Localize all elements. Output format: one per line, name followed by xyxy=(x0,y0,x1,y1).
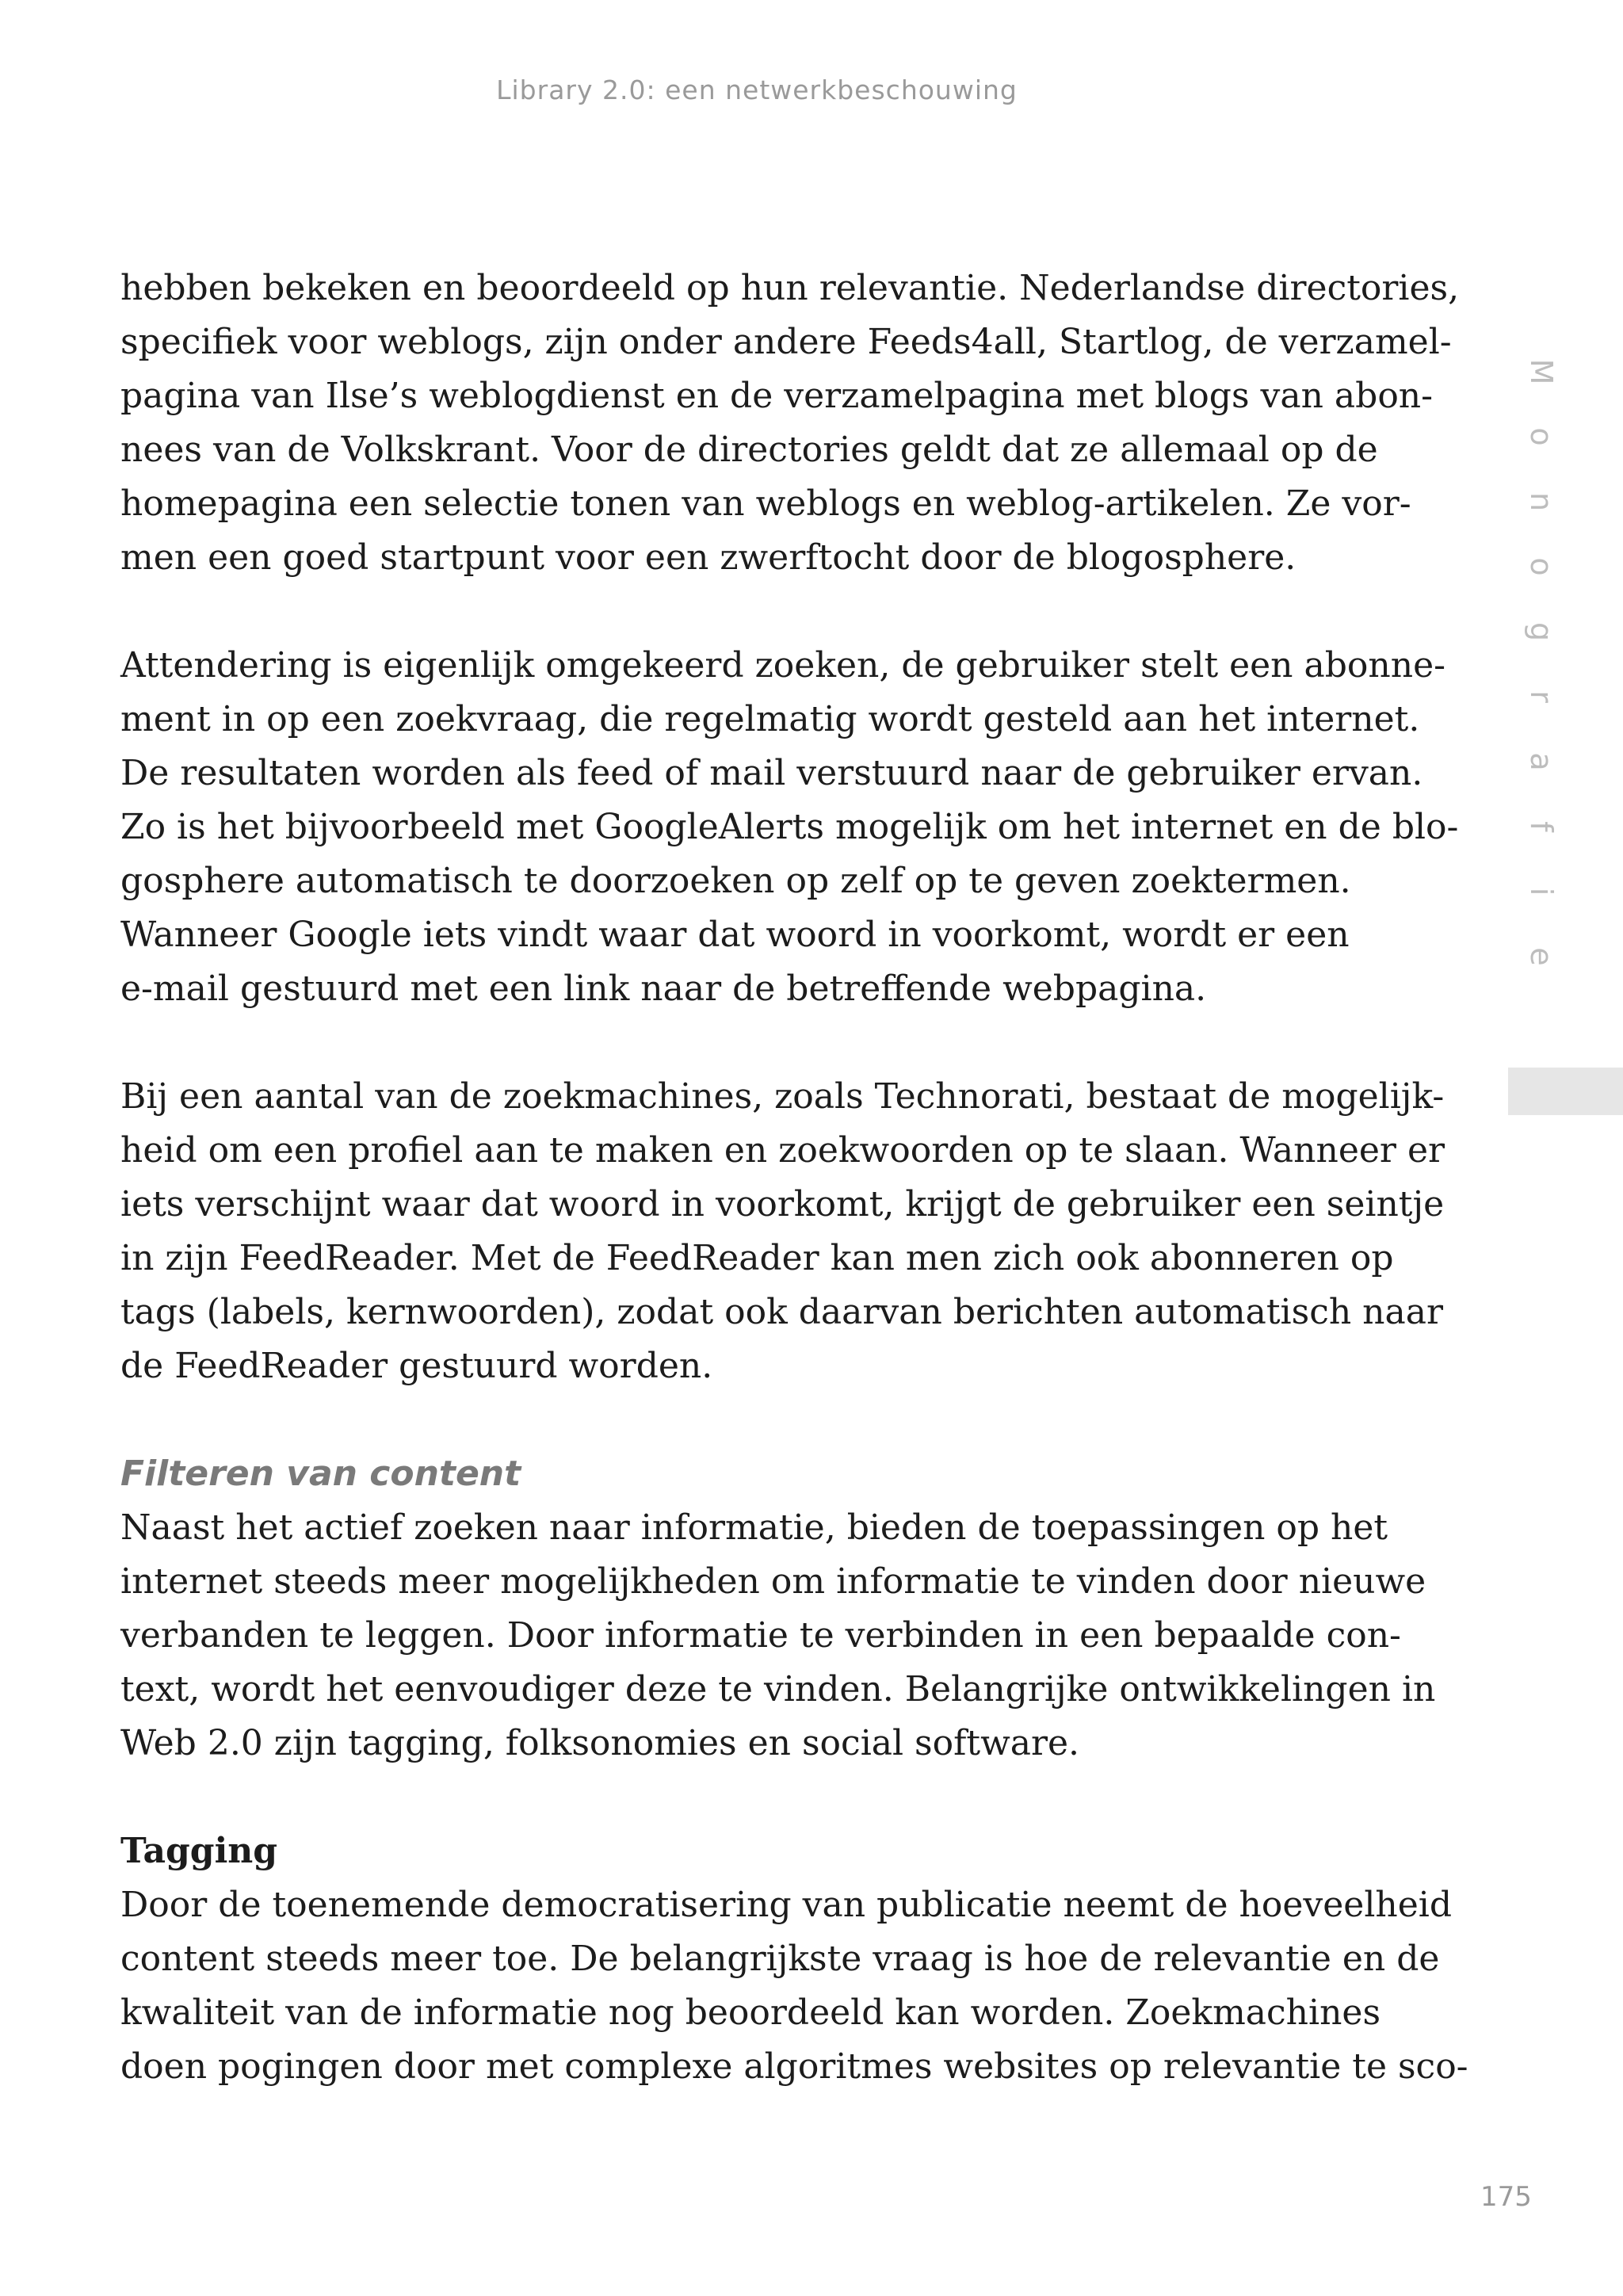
side-label-letter: r xyxy=(1524,690,1559,703)
text-line: specifiek voor weblogs, zijn onder andere Feeds4all, Startlog, de verzamel- xyxy=(120,322,1452,362)
text-line: Web 2.0 zijn tagging, folksonomies en social software. xyxy=(120,1723,1080,1763)
side-label-letter: o xyxy=(1524,427,1559,446)
text-line: Door de toenemende democratisering van publicatie neemt de hoeveelheid xyxy=(120,1885,1453,1925)
section-heading: Filteren van content xyxy=(120,1454,521,1494)
text-line: men een goed startpunt voor een zwerftocht door de blogosphere. xyxy=(120,537,1296,578)
paragraph-zoekmachines xyxy=(120,1070,1445,1393)
paragraph-attendering xyxy=(120,639,1459,1016)
paragraph-directories xyxy=(120,262,1460,585)
side-label-letter: a xyxy=(1524,752,1559,771)
text-line: Attendering is eigenlijk omgekeerd zoeken, de gebruiker stelt een abonne- xyxy=(120,645,1445,686)
text-line: Naast het actief zoeken naar informatie, bieden de toepassingen op het xyxy=(120,1507,1388,1548)
text-line: kwaliteit van de informatie nog beoordeeld kan worden. Zoekmachines xyxy=(120,1992,1381,2033)
side-label-letter: M xyxy=(1524,358,1559,385)
side-tab-marker xyxy=(1508,1068,1623,1115)
page-number: 175 xyxy=(1480,2181,1532,2213)
text-line: e-mail gestuurd met een link naar de betreffende webpagina. xyxy=(120,968,1207,1009)
text-line: de FeedReader gestuurd worden. xyxy=(120,1346,713,1386)
text-line: tags (labels, kernwoorden), zodat ook daarvan berichten automatisch naar xyxy=(120,1292,1443,1332)
text-line: Bij een aantal van de zoekmachines, zoals Technorati, bestaat de mogelijk- xyxy=(120,1076,1445,1117)
text-line: verbanden te leggen. Door informatie te verbinden in een bepaalde con- xyxy=(120,1615,1401,1656)
side-label-letter: e xyxy=(1524,947,1559,966)
side-label-letter: i xyxy=(1524,887,1559,896)
text-line: hebben bekeken en beoordeeld op hun relevantie. Nederlandse directories, xyxy=(120,268,1460,308)
text-line: text, wordt het eenvoudiger deze te vinden. Belangrijke ontwikkelingen in xyxy=(120,1669,1436,1710)
text-line: in zijn FeedReader. Met de FeedReader kan men zich ook abonneren op xyxy=(120,1238,1394,1278)
text-line: homepagina een selectie tonen van weblogs en weblog-artikelen. Ze vor- xyxy=(120,483,1411,524)
side-label-letter: n xyxy=(1524,491,1559,512)
side-label-letter: f xyxy=(1524,821,1559,832)
text-line: ment in op een zoekvraag, die regelmatig wordt gesteld aan het internet. xyxy=(120,699,1420,739)
side-label-letter: g xyxy=(1524,621,1559,642)
text-line: Wanneer Google iets vindt waar dat woord in voorkomt, wordt er een xyxy=(120,915,1350,955)
text-line: heid om een profiel aan te maken en zoekwoorden op te slaan. Wanneer er xyxy=(120,1130,1445,1171)
section-tagging xyxy=(120,1824,1468,2094)
text-line: gosphere automatisch te doorzoeken op zelf op te geven zoektermen. xyxy=(120,861,1351,901)
body-text xyxy=(120,262,1468,2094)
section-filteren xyxy=(120,1447,1436,1771)
side-label-letter: o xyxy=(1524,557,1559,576)
side-section-label xyxy=(1520,353,1560,1003)
text-line: nees van de Volkskrant. Voor de directories geldt dat ze allemaal op de xyxy=(120,430,1378,470)
text-line: Zo is het bijvoorbeeld met GoogleAlerts mogelijk om het internet en de blo- xyxy=(120,807,1459,847)
running-header: Library 2.0: een netwerkbeschouwing xyxy=(496,74,1018,105)
text-line: doen pogingen door met complexe algoritmes websites op relevantie te sco- xyxy=(120,2046,1468,2087)
text-line: iets verschijnt waar dat woord in voorkomt, krijgt de gebruiker een seintje xyxy=(120,1184,1445,1224)
text-line: pagina van Ilse’s weblogdienst en de verzamelpagina met blogs van abon- xyxy=(120,376,1434,416)
section-heading: Tagging xyxy=(120,1831,278,1871)
text-line: internet steeds meer mogelijkheden om informatie te vinden door nieuwe xyxy=(120,1561,1426,1602)
text-line: De resultaten worden als feed of mail verstuurd naar de gebruiker ervan. xyxy=(120,753,1423,793)
text-line: content steeds meer toe. De belangrijkste vraag is hoe de relevantie en de xyxy=(120,1939,1440,1979)
